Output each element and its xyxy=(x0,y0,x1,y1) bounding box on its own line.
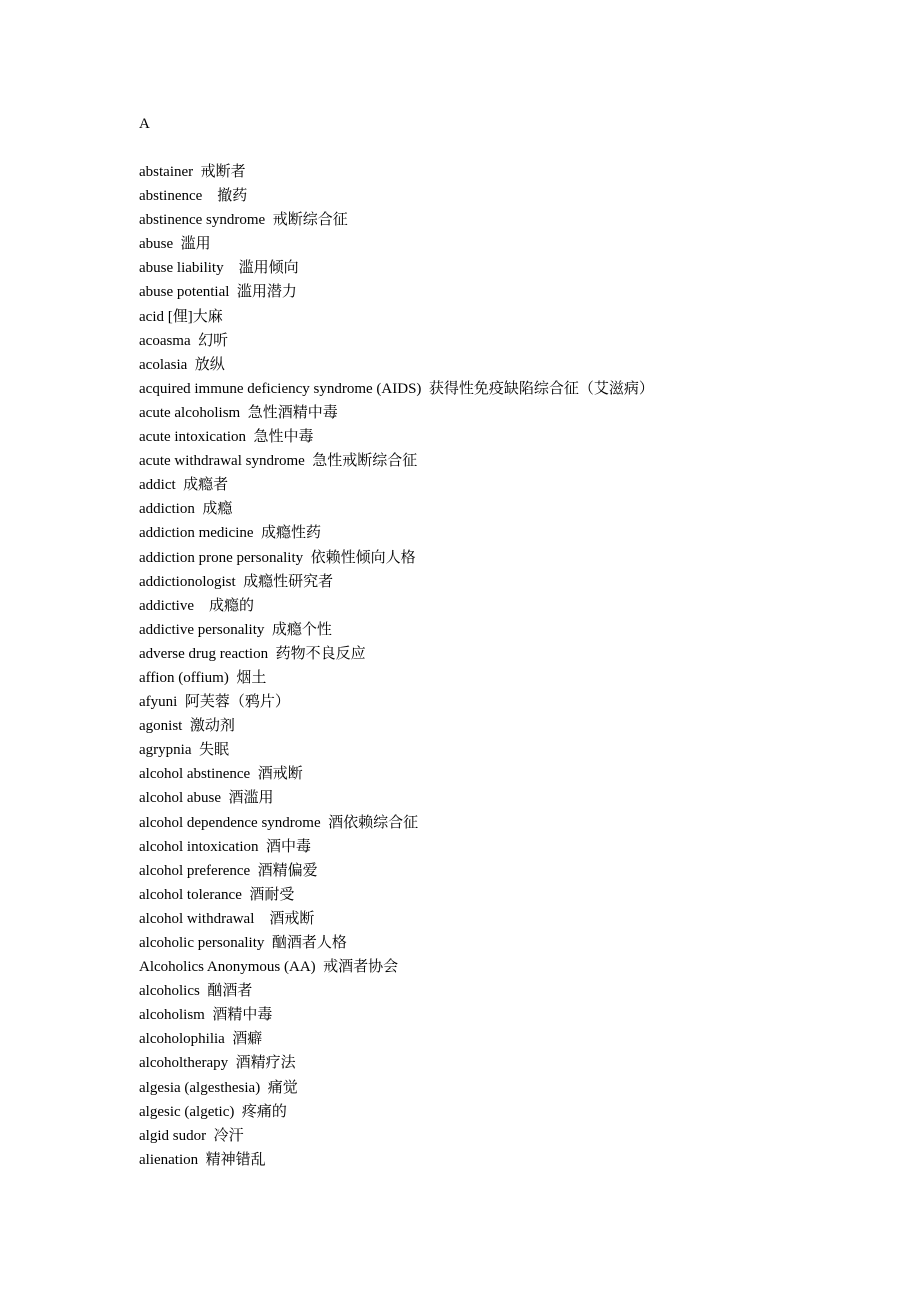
glossary-entry: affion (offium) 烟土 xyxy=(139,669,267,686)
glossary-entry: alcohol tolerance 酒耐受 xyxy=(139,886,295,903)
glossary-entry: addiction medicine 成瘾性药 xyxy=(139,525,322,542)
glossary-entry: abuse liability 滥用倾向 xyxy=(139,260,299,277)
glossary-entry: acute alcoholism 急性酒精中毒 xyxy=(139,404,338,421)
glossary-entry: alienation 精神错乱 xyxy=(139,1151,266,1168)
glossary-entry: alcohol abuse 酒滥用 xyxy=(139,790,274,807)
glossary-entry: algid sudor 冷汗 xyxy=(139,1127,244,1144)
glossary-content xyxy=(139,112,879,1172)
glossary-entry: alcohol abstinence 酒戒断 xyxy=(139,766,303,783)
glossary-entry: addictive 成瘾的 xyxy=(139,597,254,614)
section-heading-letter: A xyxy=(139,116,150,132)
glossary-entry: adverse drug reaction 药物不良反应 xyxy=(139,645,366,662)
glossary-entry: Alcoholics Anonymous (AA) 戒酒者协会 xyxy=(139,959,399,976)
glossary-entry: acoasma 幻听 xyxy=(139,332,229,349)
glossary-entry: alcoholic personality 酗酒者人格 xyxy=(139,935,347,951)
glossary-entry: addictionologist 成瘾性研究者 xyxy=(139,573,334,590)
glossary-entry: alcohol dependence syndrome 酒依赖综合征 xyxy=(139,814,419,831)
glossary-entry: abstinence 撤药 xyxy=(139,188,248,205)
glossary-entry: afyuni 阿芙蓉（鸦片） xyxy=(139,694,290,711)
glossary-entry: abstainer 戒断者 xyxy=(139,164,246,180)
glossary-entry: abstinence syndrome 戒断综合征 xyxy=(139,212,348,229)
glossary-entry: addictive personality 成瘾个性 xyxy=(139,621,332,638)
glossary-entry: addict 成瘾者 xyxy=(139,477,229,494)
glossary-entry: abuse 滥用 xyxy=(139,236,211,253)
glossary-entry: acute withdrawal syndrome 急性戒断综合征 xyxy=(139,453,418,470)
glossary-entry: algesia (algesthesia) 痛觉 xyxy=(139,1079,298,1096)
glossary-entry-list xyxy=(139,160,879,1172)
glossary-entry: alcohol withdrawal 酒戒断 xyxy=(139,910,315,927)
glossary-entry: alcoholics 酗酒者 xyxy=(139,983,253,1000)
glossary-entry: addiction 成瘾 xyxy=(139,501,233,518)
glossary-entry: alcoholtherapy 酒精疗法 xyxy=(139,1055,296,1072)
glossary-entry: algesic (algetic) 疼痛的 xyxy=(139,1103,287,1120)
glossary-entry: alcoholophilia 酒癖 xyxy=(139,1031,263,1048)
glossary-entry: acolasia 放纵 xyxy=(139,356,225,373)
glossary-entry: alcohol intoxication 酒中毒 xyxy=(139,838,312,855)
glossary-entry: acid [俚]大麻 xyxy=(139,308,223,325)
glossary-entry: agrypnia 失眠 xyxy=(139,742,229,759)
glossary-entry: addiction prone personality 依赖性倾向人格 xyxy=(139,549,416,566)
glossary-entry: alcoholism 酒精中毒 xyxy=(139,1007,273,1024)
glossary-entry: acute intoxication 急性中毒 xyxy=(139,429,314,446)
glossary-entry: acquired immune deficiency syndrome (AIDS) 获得性免疫缺陷综合征（艾滋病） xyxy=(139,380,654,397)
glossary-entry: agonist 激动剂 xyxy=(139,718,235,735)
glossary-entry: alcohol preference 酒精偏爱 xyxy=(139,862,318,879)
glossary-entry: abuse potential 滥用潜力 xyxy=(139,284,297,301)
